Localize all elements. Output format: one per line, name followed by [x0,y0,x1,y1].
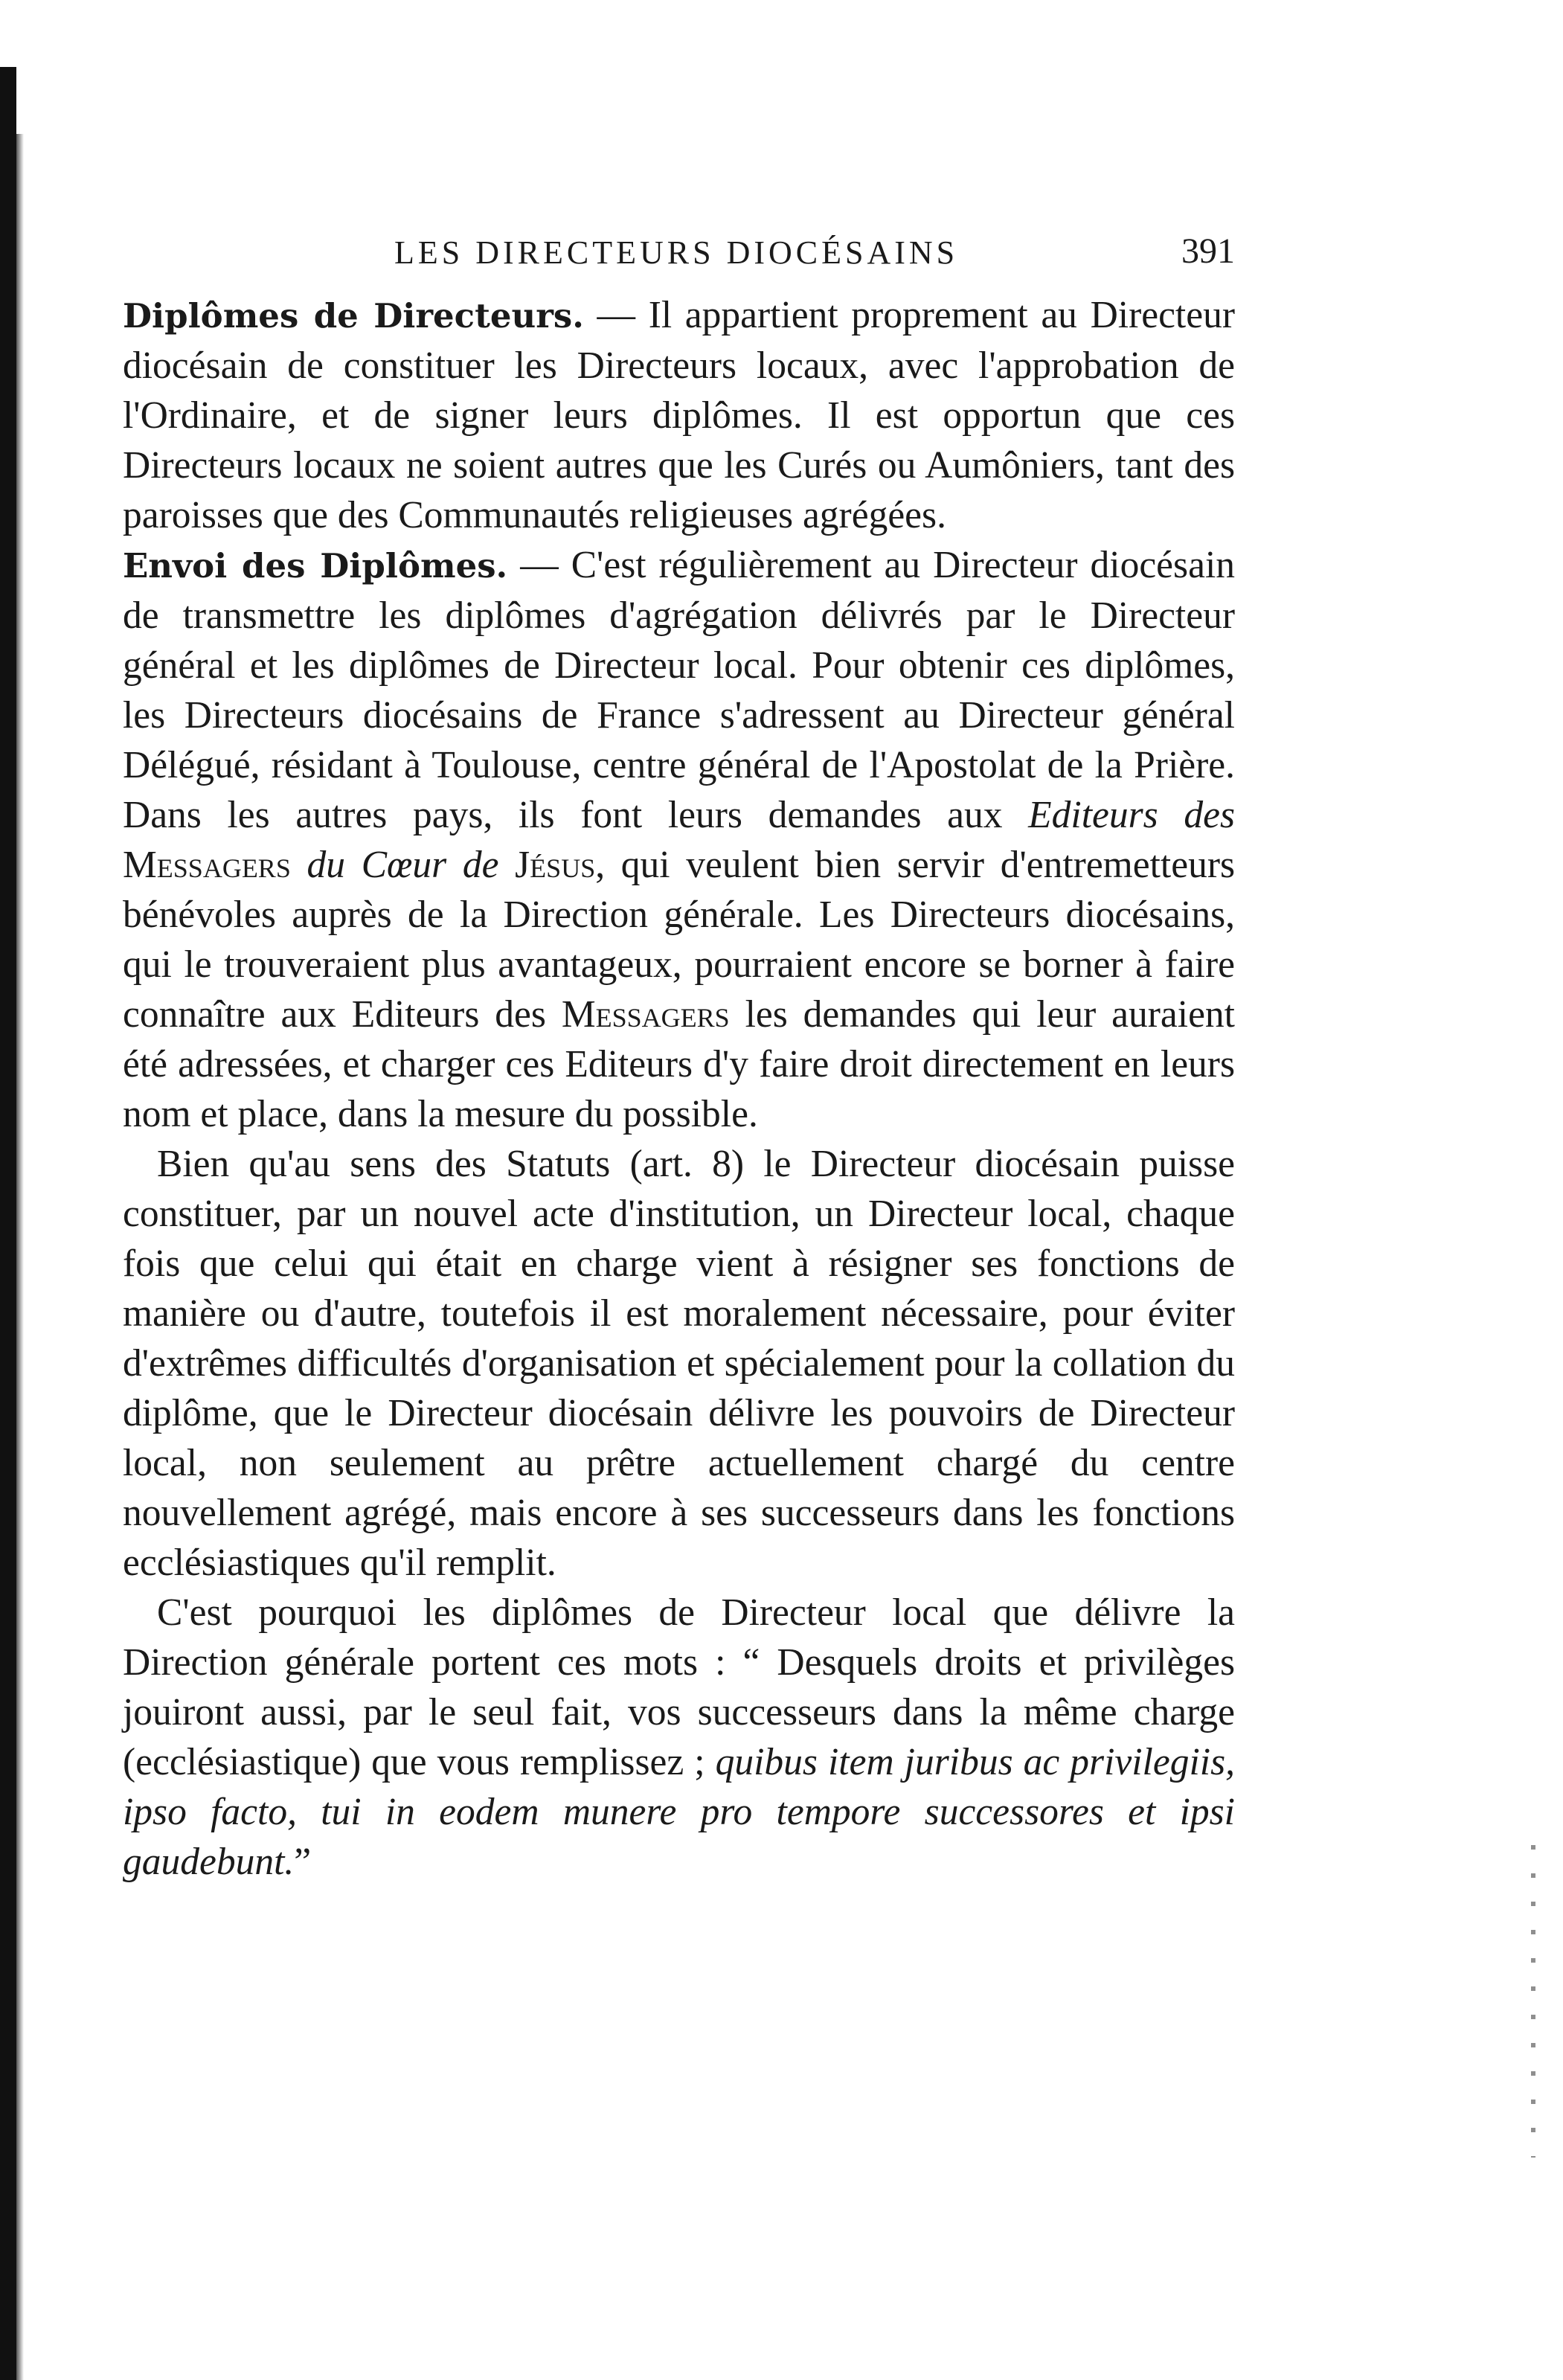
small-caps-term: Jésus [515,844,596,886]
paragraph-text: Il appartient proprement au Directeur diocésain de constituer les Directeurs locaux, avec l'approbation de l'Ordinaire, et de signer leurs diplômes. Il est opportun que ces Directeurs locaux ne soient autres que les Curés ou Aumôniers, tant des paroisses que des Communautés religieuses agrégées. [123,294,1235,536]
running-title: LES DIRECTEURS DIOCÉSAINS [394,234,959,271]
page-number: 391 [1181,231,1235,271]
paragraph-text: C'est pourquoi les diplômes de Directeur local que délivre la Direction générale portent ces mots : “ Desquels droits et privilèges jouiront aussi, par le seul fait, vos successeurs dans la même charge (ecclésiastique) que vous remplissez ; [123,1591,1235,1783]
scan-speckle [1531,1845,1535,2158]
section-heading: Envoi des Diplômes. [123,546,508,586]
body-text [123,290,1235,1887]
section-heading: Diplômes de Directeurs. [123,296,584,336]
paragraph-text: les demandes qui leur auraient été adressées, et charger ces Editeurs d'y faire droit directement en leurs nom et place, dans la mesure du possible. [123,993,1235,1135]
binding-edge [0,67,16,2380]
paragraph-diplomes-directeurs [123,290,1235,540]
dash: — [507,544,571,586]
paragraph-diplome-formula [123,1588,1235,1887]
paragraph-envoi-diplomes [123,540,1235,1139]
small-caps-term: Messagers [561,993,730,1036]
paragraph-text: C'est régulièrement au Directeur diocésain de transmettre les diplômes d'agrégation délivrés par le Directeur général et les diplômes de Directeur local. Pour obtenir ces diplômes, les Directeurs diocésains de France s'adressent au Directeur général Délégué, résidant à Toulouse, centre général de l'Apostolat de la Prière. Dans les autres pays, ils font leurs demandes aux [123,544,1235,836]
dash: — [583,294,649,336]
page-header [123,223,1235,290]
italic-phrase: du Cœur de [306,844,499,886]
latin-formula: quibus item juribus ac privilegiis, ipso facto, tui in eodem munere pro tempore successores et ipsi gaudebunt. [123,1741,1235,1883]
book-page [123,223,1235,1887]
small-caps-term: Messagers [123,844,291,886]
paragraph-text: , qui veulent bien servir d'entremetteurs bénévoles auprès de la Direction générale. Les Directeurs diocésains, qui le trouveraient plus avantageux, pourraient encore se borner à faire connaître aux Editeurs des [123,844,1236,1036]
binding-shadow [16,134,24,2380]
italic-phrase: Editeurs des [1028,794,1235,836]
closing-quote: ” [294,1841,312,1883]
paragraph-statuts: Bien qu'au sens des Statuts (art. 8) le Directeur diocésain puisse constituer, par un nouvel acte d'institution, un Directeur local, chaque fois que celui qui était en charge vient à résigner ses fonctions de manière ou d'autre, toutefois il est moralement nécessaire, pour éviter d'extrêmes difficultés d'organisation et spécialement pour la collation du diplôme, que le Directeur diocésain délivre les pouvoirs de Directeur local, non seulement au prêtre actuellement chargé du centre nouvellement agrégé, mais encore à ses successeurs dans les fonctions ecclésiastiques qu'il remplit. [123,1143,1235,1584]
